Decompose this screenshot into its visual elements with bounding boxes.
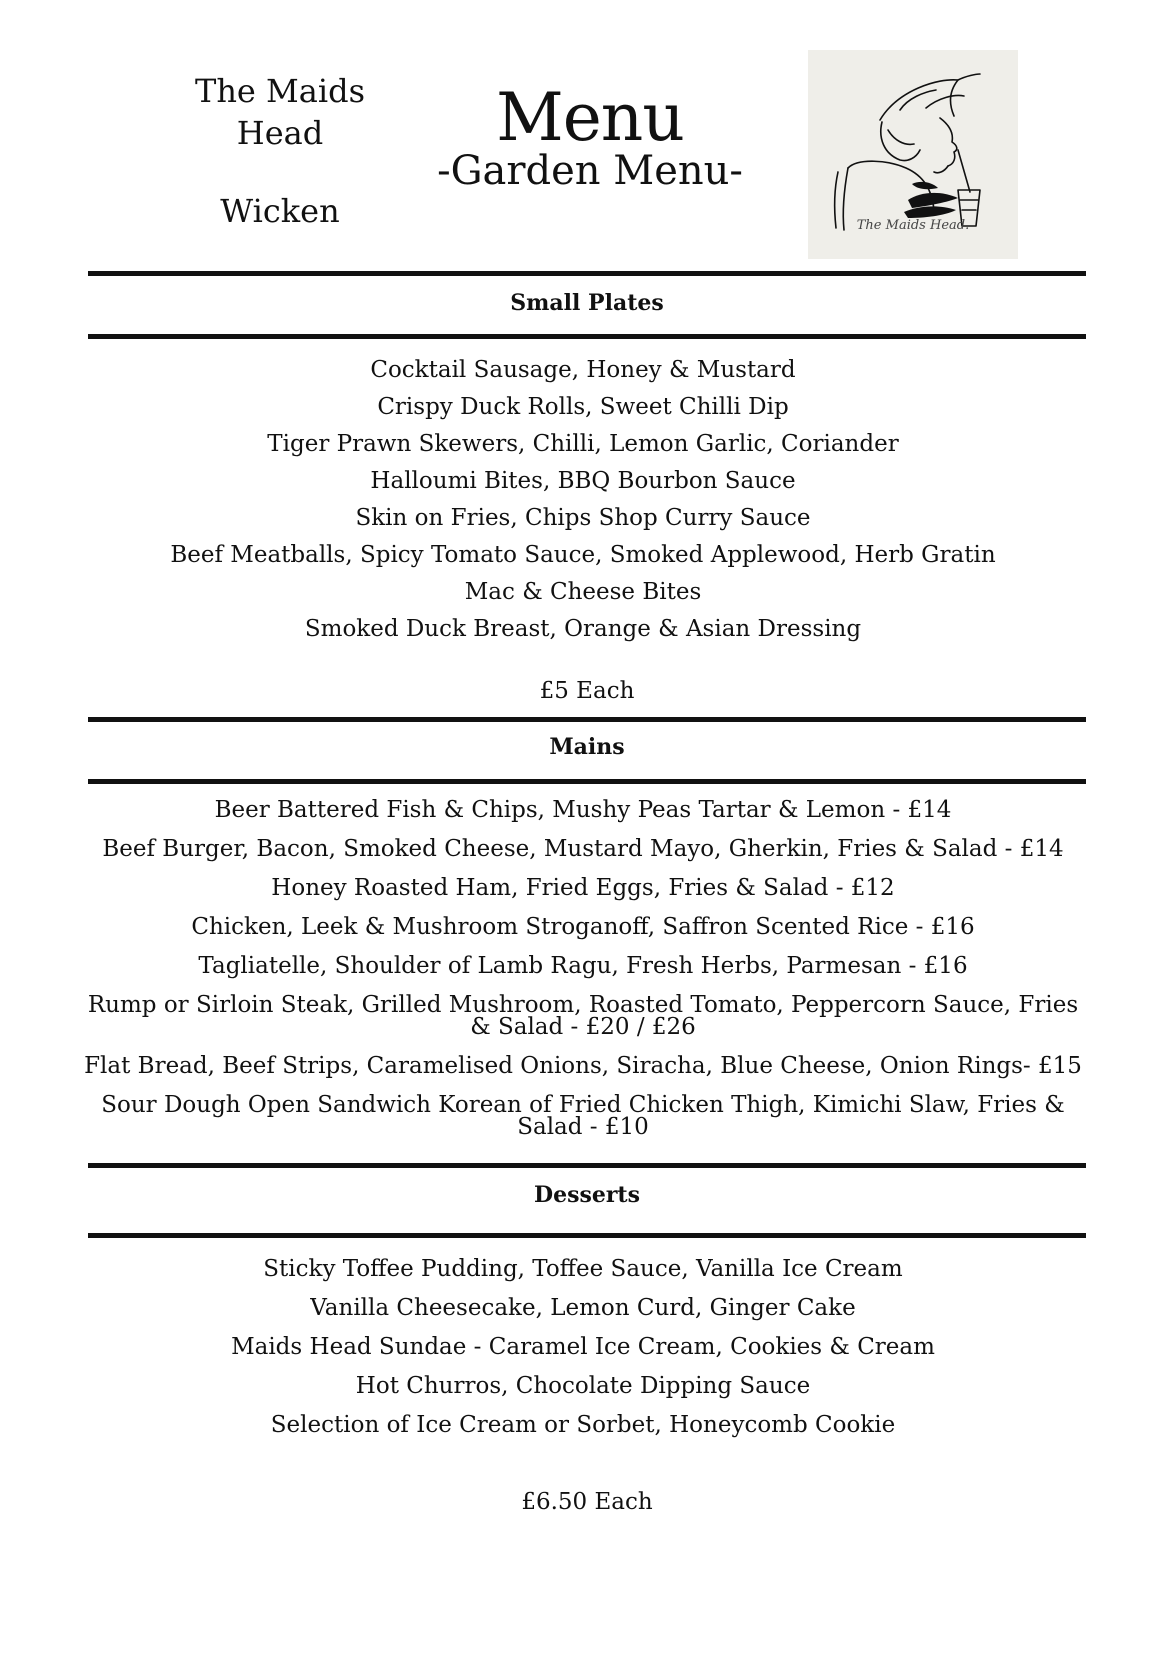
logo [808,50,1018,259]
list-item: Smoked Duck Breast, Orange & Asian Dressing [304,616,862,642]
list-item: Tagliatelle, Shoulder of Lamb Ragu, Fresh Herbs, Parmesan - £16 [198,953,968,979]
list-item: Hot Churros, Chocolate Dipping Sauce [355,1373,811,1399]
list-item: Mac & Cheese Bites [464,579,702,605]
page-subtitle: -Garden Menu- [437,148,743,194]
divider-rule [88,334,1086,339]
divider-rule [88,779,1086,784]
list-item: Rump or Sirloin Steak, Grilled Mushroom, Roasted Tomato, Peppercorn Sauce, Fries & Salad - £20 / £26 [87,992,1079,1040]
mains-list [80,799,1086,1155]
logo-caption: The Maids Head. [856,218,970,233]
pub-location: Wicken [220,192,340,230]
page-title: Menu [496,79,684,156]
list-item: Beef Burger, Bacon, Smoked Cheese, Mustard Mayo, Gherkin, Fries & Salad - £14 [102,836,1064,862]
list-item: Beer Battered Fish & Chips, Mushy Peas Tartar & Lemon - £14 [214,797,952,823]
desserts-price: £6.50 Each [521,1489,653,1515]
list-item: Chicken, Leek & Mushroom Stroganoff, Saffron Scented Rice - £16 [191,914,975,940]
small-plates-list [60,352,1106,648]
divider-rule [88,1163,1086,1168]
title-block [400,79,780,194]
list-item: Skin on Fries, Chips Shop Curry Sauce [355,505,811,531]
divider-rule [88,1233,1086,1238]
list-item: Beef Meatballs, Spicy Tomato Sauce, Smoked Applewood, Herb Gratin [170,542,996,568]
small-plates-price: £5 Each [539,678,635,704]
list-item: Tiger Prawn Skewers, Chilli, Lemon Garlic, Coriander [267,431,899,457]
section-heading-small-plates: Small Plates [510,290,664,316]
list-item: Selection of Ice Cream or Sorbet, Honeycomb Cookie [270,1412,896,1438]
pub-name-line1: The Maids [194,72,366,110]
pub-name-line2: Head [236,114,324,152]
list-item: Sticky Toffee Pudding, Toffee Sauce, Vanilla Ice Cream [263,1256,903,1282]
desserts-list [60,1250,1106,1445]
list-item: Sour Dough Open Sandwich Korean of Fried Chicken Thigh, Kimichi Slaw, Fries & Salad - £10 [101,1092,1065,1140]
list-item: Halloumi Bites, BBQ Bourbon Sauce [370,468,796,494]
list-item: Flat Bread, Beef Strips, Caramelised Onions, Siracha, Blue Cheese, Onion Rings- £15 [84,1053,1082,1079]
pub-name [170,70,390,232]
list-item: Maids Head Sundae - Caramel Ice Cream, Cookies & Cream [231,1334,935,1360]
divider-rule [88,271,1086,276]
divider-rule [88,717,1086,722]
list-item: Honey Roasted Ham, Fried Eggs, Fries & Salad - £12 [271,875,895,901]
section-heading-mains: Mains [549,734,625,760]
list-item: Cocktail Sausage, Honey & Mustard [370,357,796,383]
list-item: Crispy Duck Rolls, Sweet Chilli Dip [377,394,789,420]
section-heading-desserts: Desserts [534,1182,640,1208]
list-item: Vanilla Cheesecake, Lemon Curd, Ginger Cake [310,1295,856,1321]
